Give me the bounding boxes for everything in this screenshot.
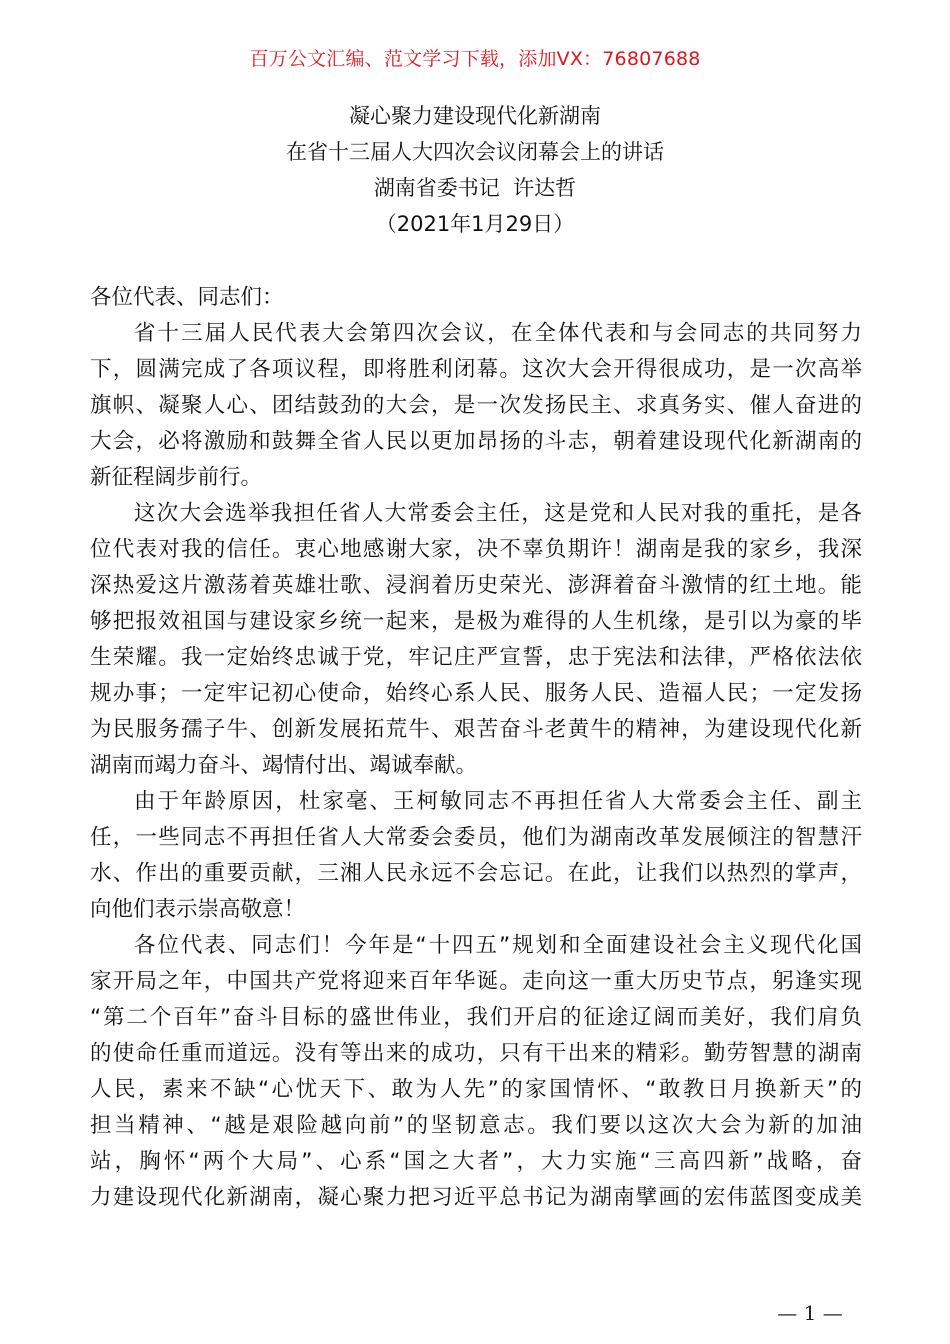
speech-body bbox=[90, 280, 862, 1216]
paragraph-line: 由于年龄原因，杜家毫、王柯敏同志不再担任省人大常委会主任、副主 bbox=[134, 789, 862, 814]
paragraph-3 bbox=[90, 784, 862, 928]
title-block bbox=[0, 98, 950, 242]
paragraph-line: 湖南而竭力奋斗、竭情付出、竭诚奉献。 bbox=[90, 753, 478, 778]
promo-banner: 百万公文汇编、范文学习下载，添加VX：76807688 bbox=[249, 48, 701, 70]
paragraph-1 bbox=[90, 316, 862, 496]
page-number: — 1 — bbox=[777, 1301, 843, 1325]
paragraph-4 bbox=[90, 928, 862, 1216]
paragraph-line: 站，胸怀“两个大局”、心系“国之大者”，大力实施“三高四新”战略，奋 bbox=[90, 1149, 862, 1174]
paragraph-line: 规办事；一定牢记初心使命，始终心系人民、服务人民、造福人民；一定发扬 bbox=[90, 681, 862, 706]
paragraph-line: “第二个百年”奋斗目标的盛世伟业，我们开启的征途辽阔而美好，我们肩负 bbox=[90, 1005, 862, 1030]
paragraph-line: 为民服务孺子牛、创新发展拓荒牛、艰苦奋斗老黄牛的精神，为建设现代化新 bbox=[90, 717, 862, 742]
paragraph-2 bbox=[90, 496, 862, 784]
paragraph-line: 这次大会选举我担任省人大常委会主任，这是党和人民对我的重托，是各 bbox=[134, 501, 862, 526]
paragraph-line: 生荣耀。我一定始终忠诚于党，牢记庄严宣誓，忠于宪法和法律，严格依法依 bbox=[90, 645, 862, 670]
paragraph-line: 各位代表、同志们！今年是“十四五”规划和全面建设社会主义现代化国 bbox=[134, 933, 862, 958]
paragraph-line: 家开局之年，中国共产党将迎来百年华诞。走向这一重大历史节点，躬逢实现 bbox=[90, 969, 862, 994]
paragraph-line: 位代表对我的信任。衷心地感谢大家，决不辜负期许！湖南是我的家乡，我深 bbox=[90, 537, 862, 562]
paragraph-line: 的使命任重而道远。没有等出来的成功，只有干出来的精彩。勤劳智慧的湖南 bbox=[90, 1041, 862, 1066]
paragraph-line: 人民，素来不缺“心忧天下、敢为人先”的家国情怀、“敢教日月换新天”的 bbox=[90, 1077, 862, 1102]
speaker-line: 湖南省委书记 许达哲 bbox=[373, 176, 577, 200]
paragraph-line: 新征程阔步前行。 bbox=[90, 465, 263, 490]
paragraph-line: 深热爱这片激荡着英雄壮歌、浸润着历史荣光、澎湃着奋斗激情的红土地。能 bbox=[90, 573, 862, 598]
paragraph-line: 力建设现代化新湖南，凝心聚力把习近平总书记为湖南擘画的宏伟蓝图变成美 bbox=[90, 1185, 862, 1210]
paragraph-line: 下，圆满完成了各项议程，即将胜利闭幕。这次大会开得很成功，是一次高举 bbox=[90, 357, 862, 382]
salutation: 各位代表、同志们： bbox=[90, 285, 284, 310]
document-subtitle: 在省十三届人大四次会议闭幕会上的讲话 bbox=[286, 140, 664, 164]
paragraph-line: 任，一些同志不再担任省人大常委会委员，他们为湖南改革发展倾注的智慧汗 bbox=[90, 825, 862, 850]
document-title: 凝心聚力建设现代化新湖南 bbox=[349, 104, 601, 128]
paragraph-line: 担当精神、“越是艰险越向前”的坚韧意志。我们要以这次大会为新的加油 bbox=[90, 1113, 862, 1138]
paragraph-line: 向他们表示崇高敬意！ bbox=[90, 897, 306, 922]
paragraph-line: 水、作出的重要贡献，三湘人民永远不会忘记。在此，让我们以热烈的掌声， bbox=[90, 861, 862, 886]
speech-date: （2021年1月29日） bbox=[375, 212, 575, 236]
paragraph-line: 大会，必将激励和鼓舞全省人民以更加昂扬的斗志，朝着建设现代化新湖南的 bbox=[90, 429, 862, 454]
paragraph-line: 够把报效祖国与建设家乡统一起来，是极为难得的人生机缘，是引以为豪的毕 bbox=[90, 609, 862, 634]
paragraph-line: 省十三届人民代表大会第四次会议，在全体代表和与会同志的共同努力 bbox=[134, 321, 862, 346]
paragraph-line: 旗帜、凝聚人心、团结鼓劲的大会，是一次发扬民主、求真务实、催人奋进的 bbox=[90, 393, 862, 418]
